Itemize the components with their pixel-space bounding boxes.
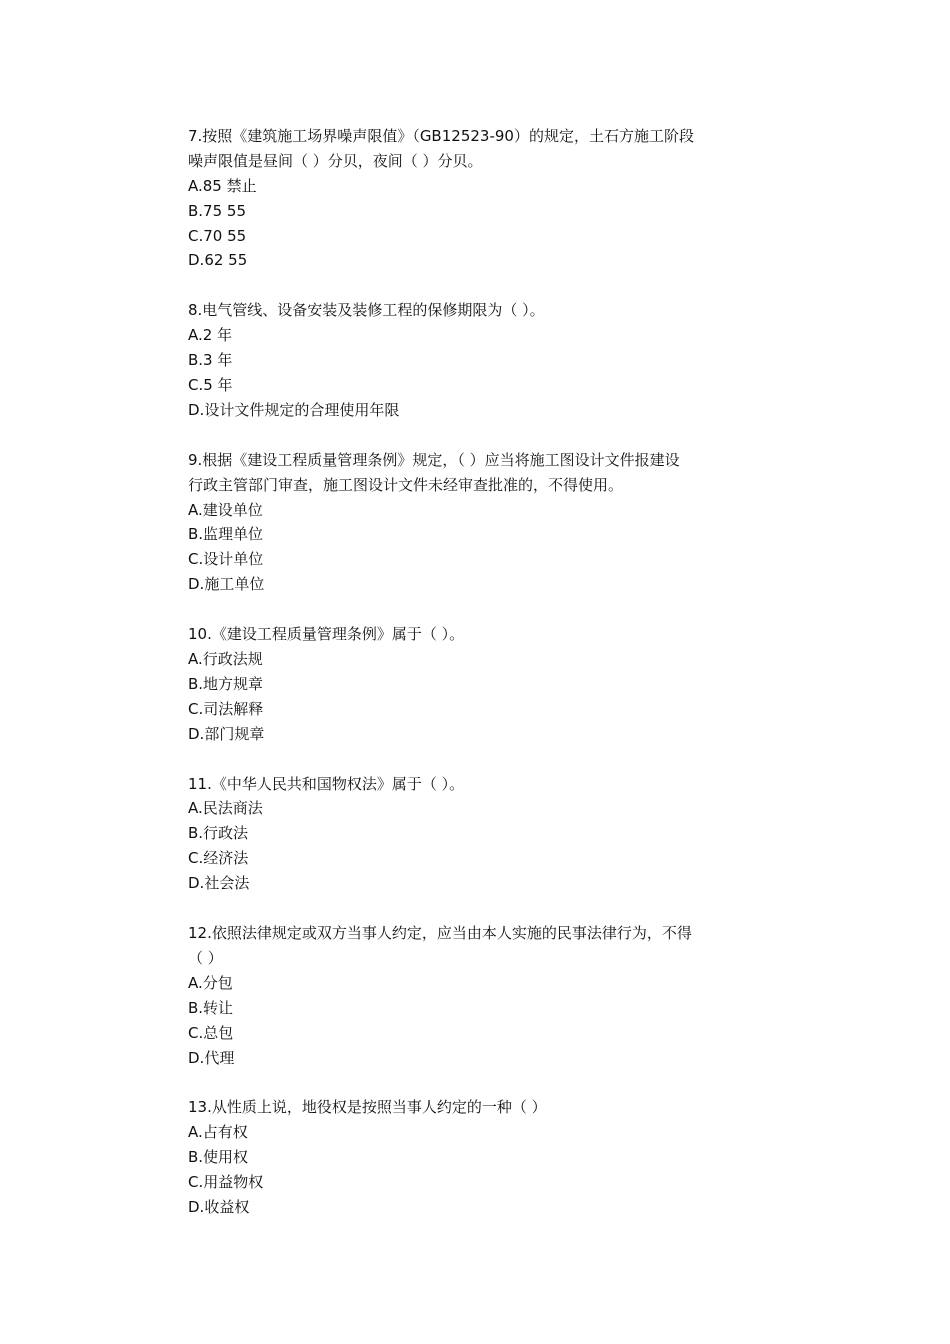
option-c: C.司法解释 xyxy=(188,699,264,718)
option-c: C.经济法 xyxy=(188,849,249,868)
option-b: B.行政法 xyxy=(188,824,249,843)
option-a: A.建设单位 xyxy=(188,500,263,519)
option-a: A.民法商法 xyxy=(188,799,263,818)
option-d: D.62 55 xyxy=(188,251,248,270)
option-a: A.2 年 xyxy=(188,326,233,345)
option-a: A.行政法规 xyxy=(188,650,263,669)
question-stem: 7.按照《建筑施工场界噪声限值》（GB12523-90）的规定，土石方施工阶段 xyxy=(188,127,694,145)
option-b: B.75 55 xyxy=(188,201,247,220)
option-d: D.设计文件规定的合理使用年限 xyxy=(188,400,400,419)
question-stem: （ ） xyxy=(188,948,223,967)
question-13 xyxy=(188,1095,768,1219)
question-stem: 10.《建设工程质量管理条例》属于（ ）。 xyxy=(188,625,465,644)
question-stem: 11.《中华人民共和国物权法》属于（ ）。 xyxy=(188,774,465,793)
option-c: C.设计单位 xyxy=(188,550,264,569)
option-d: D.社会法 xyxy=(188,874,250,893)
option-b: B.监理单位 xyxy=(188,525,264,544)
option-b: B.使用权 xyxy=(188,1148,249,1167)
question-7 xyxy=(188,124,768,273)
option-c: C.用益物权 xyxy=(188,1173,264,1192)
option-a: A.分包 xyxy=(188,973,233,992)
option-d: D.施工单位 xyxy=(188,575,265,594)
option-c: C.70 55 xyxy=(188,226,247,245)
option-c: C.5 年 xyxy=(188,376,233,395)
option-a: A.占有权 xyxy=(188,1123,248,1142)
question-9 xyxy=(188,448,768,597)
question-stem: 9.根据《建设工程质量管理条例》规定，（ ）应当将施工图设计文件报建设 xyxy=(188,450,680,469)
document-page xyxy=(188,124,768,1245)
option-a: A.85 禁止 xyxy=(188,176,257,195)
option-d: D.代理 xyxy=(188,1048,235,1067)
option-d: D.部门规章 xyxy=(188,724,265,743)
option-c: C.总包 xyxy=(188,1023,234,1042)
question-8 xyxy=(188,298,768,422)
question-10 xyxy=(188,622,768,746)
question-stem: 8.电气管线、设备安装及装修工程的保修期限为（ ）。 xyxy=(188,301,545,320)
option-b: B.地方规章 xyxy=(188,674,264,693)
question-stem: 行政主管部门审查，施工图设计文件未经审查批准的，不得使用。 xyxy=(188,475,624,494)
question-12 xyxy=(188,921,768,1070)
question-stem: 13.从性质上说，地役权是按照当事人约定的一种（ ） xyxy=(188,1098,547,1117)
option-d: D.收益权 xyxy=(188,1197,250,1216)
question-11 xyxy=(188,772,768,896)
option-b: B.转让 xyxy=(188,998,234,1017)
option-b: B.3 年 xyxy=(188,351,233,370)
question-stem: 噪声限值是昼间（ ）分贝，夜间（ ）分贝。 xyxy=(188,151,483,170)
question-stem: 12.依照法律规定或双方当事人约定，应当由本人实施的民事法律行为，不得 xyxy=(188,924,692,943)
